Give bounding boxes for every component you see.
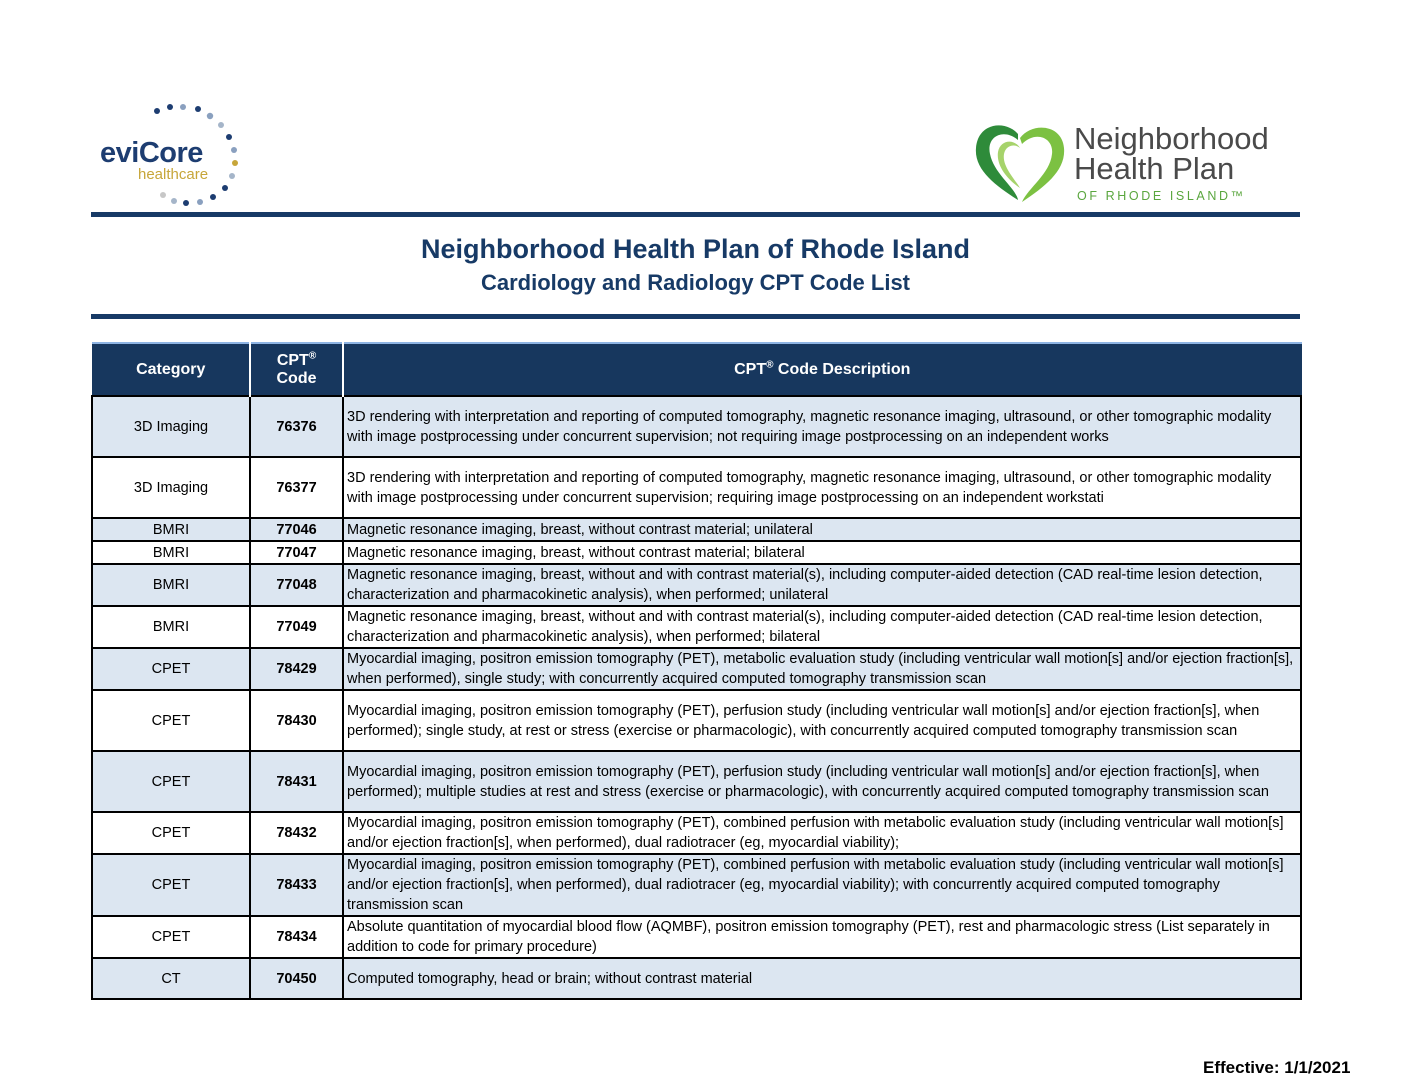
header-description: CPT® Code Description [343,343,1301,396]
effective-date: Effective: 1/1/2021 [1203,1058,1351,1077]
registered-mark: ® [308,350,317,362]
table-row [92,690,1301,751]
description-cell: Myocardial imaging, positron emission tomography (PET), perfusion study (including ventricular wall motion[s] and/or ejection fraction[s], when performed); multiple studies at rest and stress (exercise or pharmacologic), with concurrently acquired computed tomography transmission scan [343,751,1301,812]
header-cpt-code-line1: CPT [276,351,309,369]
table-header-row [92,343,1301,396]
nhp-heart-icon [970,118,1074,208]
header-category: Category [92,343,250,396]
category-cell: BMRI [92,564,250,606]
document-title: Neighborhood Health Plan of Rhode Island [420,234,970,264]
category-cell: CPET [92,812,250,854]
cpt-code-cell: 78434 [250,916,343,958]
table-row [92,606,1301,648]
table-row [92,916,1301,958]
description-cell: Magnetic resonance imaging, breast, without contrast material; unilateral [343,518,1301,541]
table-row [92,541,1301,564]
category-cell: CPET [92,916,250,958]
category-cell: CPET [92,854,250,916]
cpt-code-cell: 76377 [250,457,343,518]
cpt-code-table [91,342,1302,1000]
nhp-name-line3: OF RHODE ISLAND™ [1077,189,1246,203]
table-row [92,564,1301,606]
cpt-code-cell: 78429 [250,648,343,690]
description-cell: Myocardial imaging, positron emission tomography (PET), combined perfusion with metabolic evaluation study (including ventricular wall motion[s] and/or ejection fraction[s], when performed), dual radiotracer (eg, myocardial viability); [343,812,1301,854]
category-cell: BMRI [92,518,250,541]
cpt-code-cell: 77048 [250,564,343,606]
table-row [92,751,1301,812]
category-cell: 3D Imaging [92,396,250,457]
cpt-code-cell: 76376 [250,396,343,457]
header-cpt-code [250,343,343,396]
document-subtitle: Cardiology and Radiology CPT Code List [480,270,911,295]
nhp-logo [970,118,1300,208]
category-cell: CPET [92,751,250,812]
table-row [92,518,1301,541]
table-row [92,648,1301,690]
evicore-sub-text: healthcare [138,166,209,183]
evicore-logo [94,100,254,210]
description-cell: 3D rendering with interpretation and reporting of computed tomography, magnetic resonance imaging, ultrasound, or other tomographic modality with image postprocessing under concurrent supervision; requiring image postprocessing on an independent workstati [343,457,1301,518]
description-cell: Magnetic resonance imaging, breast, without contrast material; bilateral [343,541,1301,564]
description-cell: Myocardial imaging, positron emission tomography (PET), perfusion study (including ventricular wall motion[s] and/or ejection fraction[s], when performed); single study, at rest or stress (exercise or pharmacologic), with concurrently acquired computed tomography transmission scan [343,690,1301,751]
header-cpt-code-line2: Code [276,369,317,387]
category-cell: CPET [92,690,250,751]
mid-divider [91,314,1300,319]
cpt-code-cell: 78432 [250,812,343,854]
evicore-brand-text: eviCore [100,137,203,169]
category-cell: CPET [92,648,250,690]
table-body [92,396,1301,999]
cpt-code-cell: 70450 [250,958,343,999]
nhp-name-line1: Neighborhood [1074,121,1269,156]
top-divider [91,212,1300,217]
description-cell: Myocardial imaging, positron emission tomography (PET), metabolic evaluation study (including ventricular wall motion[s] and/or ejection fraction[s], when performed), single study; with concurrently acquired computed tomography transmission scan [343,648,1301,690]
description-cell: Myocardial imaging, positron emission tomography (PET), combined perfusion with metabolic evaluation study (including ventricular wall motion[s] and/or ejection fraction[s], when performed), dual radiotracer (eg, myocardial viability); with concurrently acquired computed tomography transmission scan [343,854,1301,916]
registered-mark: ® [766,359,774,371]
description-cell: 3D rendering with interpretation and reporting of computed tomography, magnetic resonance imaging, ultrasound, or other tomographic modality with image postprocessing under concurrent supervision; not requiring image postprocessing on an independent works [343,396,1301,457]
table-row [92,958,1301,999]
cpt-code-cell: 78433 [250,854,343,916]
table-row [92,457,1301,518]
description-cell: Magnetic resonance imaging, breast, without and with contrast material(s), including computer-aided detection (CAD real-time lesion detection, characterization and pharmacokinetic analysis), when performed; bilateral [343,606,1301,648]
description-cell: Computed tomography, head or brain; without contrast material [343,958,1301,999]
cpt-code-cell: 77047 [250,541,343,564]
table-row [92,854,1301,916]
category-cell: BMRI [92,606,250,648]
nhp-name-line2: Health Plan [1074,151,1235,186]
cpt-code-cell: 78431 [250,751,343,812]
table-row [92,812,1301,854]
cpt-code-cell: 77049 [250,606,343,648]
cpt-code-cell: 78430 [250,690,343,751]
category-cell: 3D Imaging [92,457,250,518]
category-cell: CT [92,958,250,999]
description-cell: Absolute quantitation of myocardial blood flow (AQMBF), positron emission tomography (PET), rest and pharmacologic stress (List separately in addition to code for primary procedure) [343,916,1301,958]
table-row [92,396,1301,457]
category-cell: BMRI [92,541,250,564]
description-cell: Magnetic resonance imaging, breast, without and with contrast material(s), including computer-aided detection (CAD real-time lesion detection, characterization and pharmacokinetic analysis), when performed; unilateral [343,564,1301,606]
cpt-code-cell: 77046 [250,518,343,541]
